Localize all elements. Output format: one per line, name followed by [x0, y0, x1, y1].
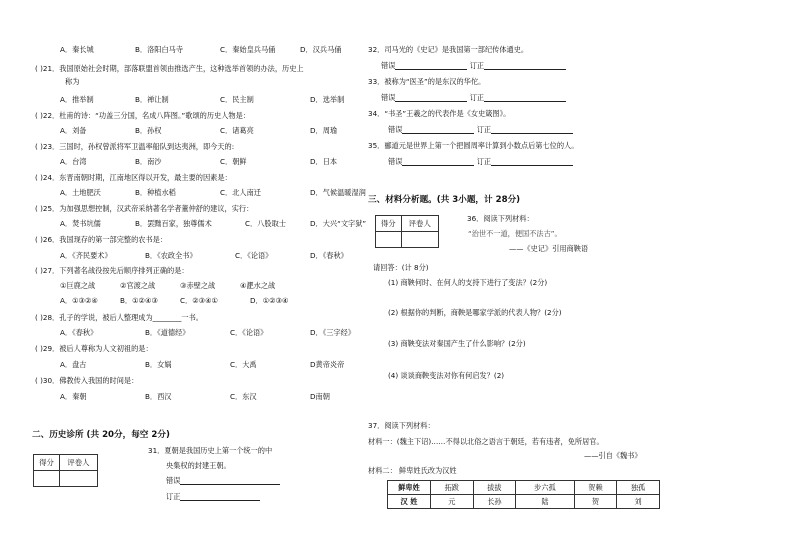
- q21-option-d[interactable]: D．选举制: [310, 95, 345, 104]
- table-cell: 拓跋: [431, 481, 474, 495]
- q36-source: ——《史记》引用商鞅语: [509, 244, 589, 253]
- q22-option-c[interactable]: C．诸葛亮: [220, 126, 254, 135]
- q34-error-label: 错误: [388, 125, 403, 134]
- q36-sub1: (1) 商鞅何时、在何人的支持下进行了变法？(2分): [388, 278, 548, 287]
- q21-stem: ( )21．我国原始社会时期，部落联盟首领由推选产生，这种选举首领的办法，历史上: [35, 64, 304, 73]
- q32-error-blank[interactable]: [395, 62, 467, 70]
- q35-error-label: 错误: [388, 157, 403, 166]
- q25-option-a[interactable]: A．焚书坑儒: [60, 219, 101, 228]
- section-3-title: 三、材料分析题。(共 3小题，计 28分): [368, 195, 521, 205]
- q31-fix-label: 订正: [166, 492, 181, 501]
- q30-option-b[interactable]: B．西汉: [145, 392, 172, 401]
- q36-sub2: (2) 根据你的判断，商鞅是哪家学派的代表人物？(2分): [388, 308, 562, 317]
- q21-stem-cont: 称为: [65, 77, 80, 86]
- q37-material-2: 材料二： 鲜卑姓氏改为汉姓: [368, 466, 457, 475]
- q23-option-b[interactable]: B．南沙: [135, 157, 162, 166]
- q21-option-b[interactable]: B．禅让制: [135, 95, 169, 104]
- q27-option-a[interactable]: A．①③②④: [60, 296, 98, 305]
- q35-fix-label: 订正: [476, 157, 492, 166]
- q30-option-a[interactable]: A．秦朝: [60, 392, 87, 401]
- q29-option-c[interactable]: C．大禹: [230, 360, 257, 369]
- q21-option-c[interactable]: C．民主制: [220, 95, 254, 104]
- q22-stem: ( )22．杜甫的诗：“功盖三分国，名成八阵图。”歌颂的历史人物是：: [35, 111, 250, 120]
- section-3-score-box: [375, 215, 439, 248]
- q28-stem: ( )28．孔子的学说，被后人整理成为________一书。: [35, 313, 203, 322]
- q34-error-blank[interactable]: [402, 126, 474, 134]
- q25-option-d[interactable]: D．大兴“文字狱”: [310, 219, 367, 228]
- q30-option-d[interactable]: D南朝: [310, 392, 330, 401]
- grader-label: 评卷人: [401, 216, 438, 232]
- table-cell: 元: [431, 495, 474, 509]
- table-row: [388, 495, 660, 509]
- q23-option-a[interactable]: A．台湾: [60, 157, 87, 166]
- score-cell[interactable]: [34, 471, 60, 487]
- score-label: 得分: [376, 216, 402, 232]
- q34-fix-blank[interactable]: [491, 126, 573, 134]
- table-header-cell: 汉 姓: [388, 495, 431, 509]
- q33-fix-label: 订正: [469, 93, 485, 102]
- q31-stem: 31．夏朝是我国历史上第一个统一的中: [148, 446, 273, 455]
- q26-stem: ( )26．我国现存的第一部完整的农书是：: [35, 235, 168, 244]
- score-label: 得分: [34, 455, 60, 471]
- q26-option-d[interactable]: D．《春秋》: [310, 251, 348, 260]
- q25-stem: ( )25．为加强思想控制，汉武帝采纳著名学者董仲舒的建议，实行：: [35, 204, 254, 213]
- q27-item-3: ③赤壁之战: [180, 281, 216, 290]
- q30-stem: ( )30．佛教传入我国的时间是：: [35, 376, 139, 385]
- q20-option-a[interactable]: A．秦长城: [60, 45, 94, 54]
- q31-error-label: 错误: [166, 476, 181, 485]
- q34-stem: 34．“书圣”王羲之的代表作是《女史箴图》。: [368, 109, 511, 118]
- q32-stem: 32．司马光的《史记》是我国第一部纪传体通史。: [368, 45, 529, 54]
- q31-error-row: [166, 476, 280, 485]
- q24-option-b[interactable]: B．种植水稻: [135, 188, 176, 197]
- table-cell: 步六孤: [516, 481, 574, 495]
- table-header-cell: 鲜卑姓: [388, 481, 431, 495]
- q36-sub4: (4) 谈谈商鞅变法对你有何启发？(2): [388, 371, 505, 380]
- q25-option-c[interactable]: C．八股取士: [245, 219, 286, 228]
- q29-stem: ( )29．被后人尊称为人文初祖的是：: [35, 344, 153, 353]
- q20-option-b[interactable]: B．洛阳白马寺: [135, 45, 184, 54]
- q27-item-1: ①巨鹿之战: [60, 281, 96, 290]
- q22-option-d[interactable]: D．周瑜: [310, 126, 338, 135]
- q27-option-b[interactable]: B．①②④③: [120, 296, 158, 305]
- q29-option-d[interactable]: D黄帝炎帝: [310, 360, 345, 369]
- q31-fix-blank[interactable]: [180, 493, 260, 501]
- q35-fix-blank[interactable]: [491, 158, 573, 166]
- q32-answer-row: [381, 61, 566, 70]
- q27-item-4: ④淝水之战: [240, 281, 276, 290]
- surname-table: [387, 480, 660, 509]
- q27-option-c[interactable]: C．②③④①: [180, 296, 218, 305]
- q31-fix-row: [166, 492, 260, 501]
- q26-option-b[interactable]: B．《农政全书》: [145, 251, 197, 260]
- q32-error-label: 错误: [381, 61, 396, 70]
- q32-fix-blank[interactable]: [484, 62, 566, 70]
- q37-material-1-source: ——引自《魏书》: [584, 451, 642, 460]
- grader-label: 评卷人: [59, 455, 97, 471]
- q29-option-a[interactable]: A．盘古: [60, 360, 87, 369]
- section-2-score-box: [33, 454, 98, 487]
- q30-option-c[interactable]: C．东汉: [230, 392, 257, 401]
- grader-cell[interactable]: [401, 232, 438, 248]
- answer-heading: 请回答：(计 8分): [373, 263, 429, 272]
- table-cell: 独孤: [617, 481, 660, 495]
- table-cell: 贺赖: [574, 481, 617, 495]
- q20-option-d[interactable]: D．汉兵马俑: [300, 45, 342, 54]
- q27-item-2: ②官渡之战: [120, 281, 156, 290]
- q27-stem: ( )27．下列著名战役按先后顺序排列正确的是：: [35, 266, 189, 275]
- q35-error-blank[interactable]: [402, 158, 474, 166]
- q33-error-blank[interactable]: [395, 94, 467, 102]
- q36-stem: 36．阅读下列材料：: [467, 214, 534, 223]
- q31-stem-cont: 央集权的封建王朝。: [166, 461, 231, 470]
- q36-quote: “治世不一道，便国不法古”。: [468, 229, 562, 238]
- q21-option-a[interactable]: A．推举制: [60, 95, 94, 104]
- q24-stem: ( )24．东晋南朝时期，江南地区得以开发，最主要的因素是：: [35, 173, 232, 182]
- q33-error-label: 错误: [381, 93, 396, 102]
- q33-fix-blank[interactable]: [484, 94, 566, 102]
- q37-material-1-label: 材料一：: [368, 437, 397, 446]
- q28-option-a[interactable]: A．《春秋》: [60, 328, 98, 337]
- grader-cell[interactable]: [59, 471, 97, 487]
- q34-fix-label: 订正: [476, 125, 492, 134]
- q34-answer-row: [388, 125, 573, 134]
- q31-error-blank[interactable]: [180, 477, 280, 485]
- q23-stem: ( )23．三国时，孙权曾派将军卫温率船队到达夷洲，即今天的:: [35, 142, 235, 151]
- q24-option-c[interactable]: C．北人南迁: [220, 188, 261, 197]
- q28-option-c[interactable]: C．《论语》: [230, 328, 268, 337]
- q24-option-a[interactable]: A．土地肥沃: [60, 188, 101, 197]
- q32-fix-label: 订正: [469, 61, 485, 70]
- table-row: [388, 481, 660, 495]
- q37-material-1: [368, 437, 604, 446]
- table-cell: 长孙: [473, 495, 516, 509]
- section-2-title: 二、历史诊所 (共 20分，每空 2分): [32, 430, 170, 440]
- q33-stem: 33．被称为“医圣”的是东汉的华佗。: [368, 77, 486, 86]
- q22-option-b[interactable]: B．孙权: [135, 126, 162, 135]
- q26-option-c[interactable]: C．《论语》: [235, 251, 273, 260]
- q27-option-d[interactable]: D．①②③④: [250, 296, 289, 305]
- q36-sub3: (3) 商鞅变法对秦国产生了什么影响？(2分): [388, 339, 526, 348]
- q29-option-b[interactable]: B．女娲: [145, 360, 172, 369]
- q24-option-d[interactable]: D．气候温暖湿润: [310, 188, 366, 197]
- q20-option-c[interactable]: C．秦始皇兵马俑: [220, 45, 276, 54]
- q22-option-a[interactable]: A．刘备: [60, 126, 87, 135]
- table-cell: 陆: [516, 495, 574, 509]
- score-cell[interactable]: [376, 232, 402, 248]
- q37-stem: 37．阅读下列材料：: [368, 421, 435, 430]
- q26-option-a[interactable]: A．《齐民要术》: [60, 251, 112, 260]
- q33-answer-row: [381, 93, 566, 102]
- q37-material-1-text: (魏主下诏)……不得以北俗之语言于朝廷，若有违者，免所居官。: [396, 437, 604, 446]
- q23-option-c[interactable]: C．朝鲜: [220, 157, 247, 166]
- q35-stem: 35．郦道元是世界上第一个把圆周率计算到小数点后第七位的人。: [368, 141, 579, 150]
- table-cell: 刘: [617, 495, 660, 509]
- table-cell: 贺: [574, 495, 617, 509]
- q35-answer-row: [388, 157, 573, 166]
- q28-option-d[interactable]: D．《三字经》: [310, 328, 356, 337]
- q25-option-b[interactable]: B．罢黜百家，独尊儒术: [135, 219, 212, 228]
- q28-option-b[interactable]: B．《道德经》: [145, 328, 190, 337]
- table-cell: 拔拔: [473, 481, 516, 495]
- q23-option-d[interactable]: D．日本: [310, 157, 338, 166]
